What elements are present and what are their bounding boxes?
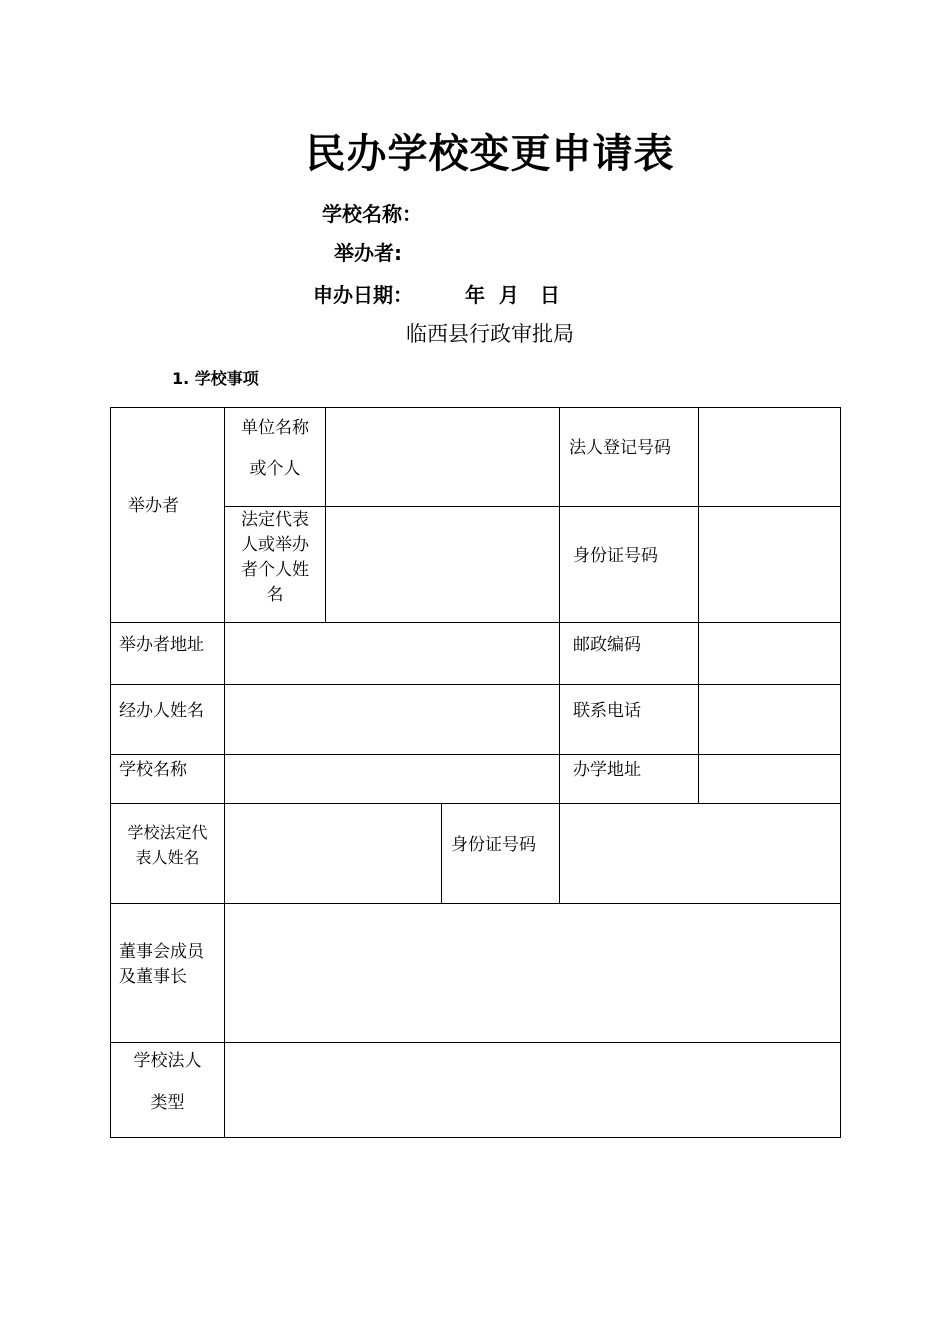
- section-title: 1. 学校事项: [172, 369, 259, 388]
- legal-reg-no-label: 法人登记号码: [569, 438, 671, 458]
- agent-name-label: 经办人姓名: [119, 701, 204, 721]
- school-address-label: 办学地址: [573, 760, 641, 780]
- date-label: 申办日期：: [313, 283, 413, 307]
- sponsor-address-label: 举办者地址: [119, 635, 204, 655]
- table-rule: [110, 903, 841, 904]
- table-rule: [441, 803, 442, 904]
- id-no-label: 身份证号码: [573, 546, 658, 566]
- sponsor-label: 举办者:: [334, 241, 402, 265]
- date-units: 年 月 日: [465, 283, 560, 307]
- unit-name-label-line2: 或个人: [249, 459, 301, 479]
- school-rep-label-line1: 学校法定代: [127, 823, 208, 842]
- table-rule: [110, 803, 841, 804]
- table-border-left: [110, 407, 111, 1138]
- table-border-top: [110, 407, 841, 408]
- school-rep-label-line2: 表人姓名: [135, 848, 200, 867]
- school-rep-id-no-label: 身份证号码: [451, 835, 536, 855]
- school-name-label: 学校名称：: [322, 202, 422, 226]
- table-border-right: [840, 407, 841, 1138]
- table-rule: [559, 803, 560, 904]
- legal-rep-label-line2: 人或举办: [241, 535, 309, 555]
- table-rule: [325, 407, 326, 623]
- table-rule: [698, 407, 699, 804]
- table-rule: [225, 506, 841, 507]
- page-title: 民办学校变更申请表: [305, 131, 675, 177]
- legal-rep-label-line4: 名: [266, 585, 284, 605]
- table-rule: [559, 407, 560, 804]
- table-border-bottom: [110, 1137, 841, 1138]
- table-rule: [110, 1042, 841, 1043]
- board-label-line2: 及董事长: [119, 967, 187, 987]
- legal-type-label-line2: 类型: [150, 1093, 185, 1113]
- legal-type-label-line1: 学校法人: [133, 1051, 202, 1071]
- legal-rep-label-line1: 法定代表: [241, 510, 309, 530]
- sponsor-group-label: 举办者: [128, 496, 179, 516]
- postal-code-label: 邮政编码: [573, 635, 641, 655]
- table-rule: [110, 622, 841, 623]
- phone-label: 联系电话: [573, 701, 641, 721]
- table-rule: [110, 684, 841, 685]
- unit-name-label-line1: 单位名称: [241, 418, 309, 438]
- agency-name: 临西县行政审批局: [406, 322, 574, 346]
- table-rule: [110, 754, 841, 755]
- legal-rep-label-line3: 者个人姓: [241, 560, 309, 580]
- board-label-line1: 董事会成员: [119, 942, 204, 962]
- school-name-cell-label: 学校名称: [119, 760, 187, 780]
